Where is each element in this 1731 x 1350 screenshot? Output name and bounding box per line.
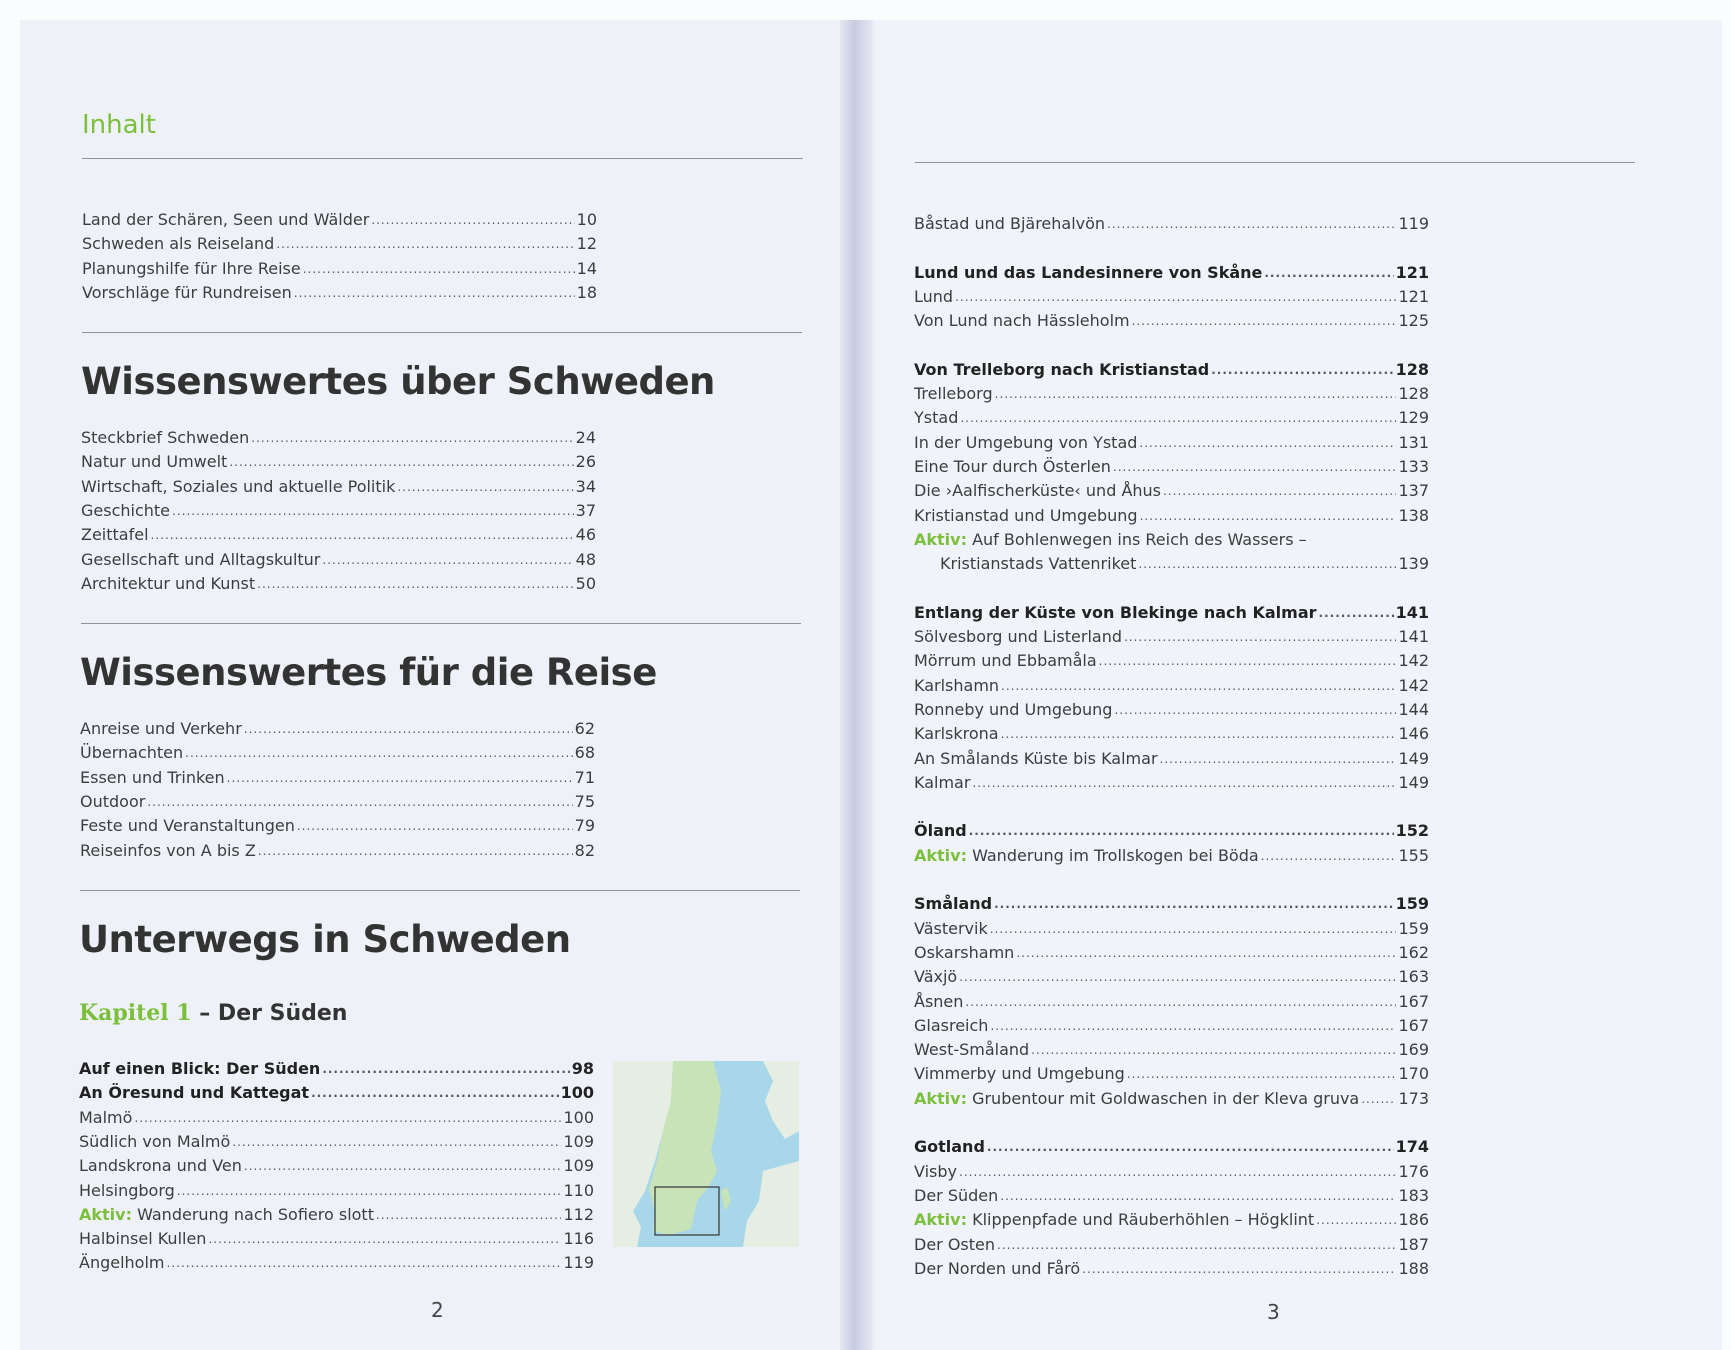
- dot-leader: [1138, 554, 1396, 574]
- aktiv-label: Aktiv:: [914, 1210, 967, 1229]
- toc-entry: [914, 1158, 1429, 1182]
- dot-leader: [1000, 1186, 1396, 1206]
- toc-entry: [79, 1055, 594, 1079]
- toc-entry: [82, 230, 597, 254]
- toc-entry-title: An Öresund und Kattegat: [79, 1083, 310, 1102]
- toc-page-number: 144: [1398, 700, 1429, 719]
- toc-entry-title: Kristianstad und Umgebung: [914, 506, 1138, 525]
- toc-page-number: 119: [563, 1253, 594, 1272]
- dot-leader: [397, 477, 573, 497]
- toc-page-number: 138: [1398, 506, 1429, 525]
- toc-entry: [914, 623, 1429, 647]
- toc-entry-title: Schweden als Reiseland: [82, 234, 275, 253]
- toc-entry: [81, 497, 596, 521]
- toc-page-number: 187: [1398, 1235, 1429, 1254]
- toc-entry: [940, 550, 1429, 574]
- toc-entry: [81, 448, 596, 472]
- toc-page-number: 167: [1398, 992, 1429, 1011]
- toc-page-number: 14: [576, 259, 597, 278]
- toc-page-number: 112: [563, 1205, 594, 1224]
- dot-leader: [995, 384, 1397, 404]
- toc-entry-title: Aktiv: Auf Bohlenwegen ins Reich des Wassers –: [914, 530, 1307, 549]
- chapter-label: Kapitel 1: [79, 1000, 192, 1026]
- toc-page-number: 141: [1395, 603, 1429, 622]
- dot-leader: [376, 1205, 561, 1225]
- dot-leader: [990, 1016, 1396, 1036]
- toc-entry: [914, 1085, 1429, 1109]
- toc-entry: [914, 1182, 1429, 1206]
- toc-entry-title: Visby: [914, 1162, 957, 1181]
- dot-leader: [960, 408, 1396, 428]
- dot-leader: [322, 1059, 569, 1079]
- toc-entry-title: In der Umgebung von Ystad: [914, 433, 1138, 452]
- toc-page-number: 133: [1398, 457, 1429, 476]
- dot-leader: [972, 773, 1396, 793]
- toc-entry: [81, 424, 596, 448]
- toc-entry-title: Aktiv: Wanderung im Trollskogen bei Böda: [914, 846, 1259, 865]
- toc-entry-title: Zeittafel: [81, 525, 149, 544]
- toc-entry-title: Småland: [914, 894, 993, 913]
- toc-page-number: 100: [560, 1083, 594, 1102]
- dot-leader: [208, 1229, 561, 1249]
- toc-entry: [82, 279, 597, 303]
- toc-page-number: 170: [1398, 1064, 1429, 1083]
- toc-page-number: 162: [1398, 943, 1429, 962]
- toc-entry: [81, 521, 596, 545]
- divider: [82, 332, 802, 333]
- toc-entry-title: Oskarshamn: [914, 943, 1015, 962]
- toc-entry-title: Öland: [914, 821, 967, 840]
- dot-leader: [955, 287, 1396, 307]
- toc-entry: [79, 1201, 594, 1225]
- toc-entry-title: An Smålands Küste bis Kalmar: [914, 749, 1158, 768]
- toc-page-number: 121: [1395, 263, 1429, 282]
- toc-entry-title: Anreise und Verkehr: [80, 719, 242, 738]
- toc-entry: [79, 1128, 594, 1152]
- toc-page-number: 109: [563, 1156, 594, 1175]
- toc-entry: [914, 696, 1429, 720]
- toc-entry-title: Feste und Veranstaltungen: [80, 816, 295, 835]
- toc-entry: [914, 1206, 1429, 1230]
- dot-leader: [232, 1132, 561, 1152]
- toc-page-number: 110: [563, 1181, 594, 1200]
- page-title: Inhalt: [82, 110, 156, 140]
- toc-entry: [914, 599, 1429, 623]
- toc-entry: [914, 429, 1429, 453]
- toc-page-number: 167: [1398, 1016, 1429, 1035]
- toc-entry: [914, 453, 1429, 477]
- dot-leader: [997, 1235, 1396, 1255]
- dot-leader: [147, 792, 572, 812]
- dot-leader: [1132, 311, 1397, 331]
- dot-leader: [990, 919, 1397, 939]
- toc-page-number: 34: [575, 477, 596, 496]
- toc-page-number: 121: [1398, 287, 1429, 306]
- toc-entry: [80, 764, 595, 788]
- toc-entry: [80, 837, 595, 861]
- toc-entry-title: Karlshamn: [914, 676, 1000, 695]
- dot-leader: [185, 743, 572, 763]
- toc-page-number: 183: [1398, 1186, 1429, 1205]
- toc-page-number: 137: [1398, 481, 1429, 500]
- aktiv-label: Aktiv:: [914, 846, 967, 865]
- toc-page-number: 128: [1395, 360, 1429, 379]
- toc-entry-title: Ystad: [914, 408, 959, 427]
- dot-leader: [1361, 1089, 1396, 1109]
- toc-page-number: 142: [1398, 651, 1429, 670]
- toc-page-number: 125: [1398, 311, 1429, 330]
- toc-page-number: 159: [1398, 919, 1429, 938]
- toc-page-number: 152: [1395, 821, 1429, 840]
- toc-entry-title: Malmö: [79, 1108, 133, 1127]
- toc-entry-title: Der Osten: [914, 1235, 996, 1254]
- toc-entry-title: Båstad und Bjärehalvön: [914, 214, 1106, 233]
- dot-leader: [1127, 1064, 1397, 1084]
- dot-leader: [1099, 651, 1397, 671]
- toc-entry-title: Halbinsel Kullen: [79, 1229, 207, 1248]
- toc-entry: [79, 1079, 594, 1103]
- toc-entry-title: West-Småland: [914, 1040, 1030, 1059]
- toc-entry-title: Reiseinfos von A bis Z: [80, 841, 256, 860]
- toc-page-number: 176: [1398, 1162, 1429, 1181]
- dot-leader: [177, 1181, 562, 1201]
- toc-entry: [914, 477, 1429, 501]
- toc-entry: [80, 812, 595, 836]
- toc-entry-title: Ronneby und Umgebung: [914, 700, 1113, 719]
- dot-leader: [1316, 1210, 1396, 1230]
- toc-entry: [914, 526, 1429, 550]
- toc-entry: [80, 739, 595, 763]
- toc-entry-title: Steckbrief Schweden: [81, 428, 250, 447]
- toc-entry: [914, 283, 1429, 307]
- dot-leader: [297, 816, 573, 836]
- toc-entry-title: Lund und das Landesinnere von Skåne: [914, 263, 1263, 282]
- dot-leader: [257, 574, 574, 594]
- dot-leader: [1139, 433, 1396, 453]
- toc-page-number: 18: [576, 283, 597, 302]
- toc-entry-title: Wirtschaft, Soziales und aktuelle Politik: [81, 477, 396, 496]
- section-heading: Unterwegs in Schweden: [79, 918, 571, 961]
- toc-entry: [914, 817, 1429, 841]
- aktiv-label: Aktiv:: [79, 1205, 132, 1224]
- dot-leader: [1211, 360, 1393, 380]
- toc-entry-title: Aktiv: Klippenpfade und Räuberhöhlen – Högklint: [914, 1210, 1315, 1229]
- toc-entry-title: Der Norden und Fårö: [914, 1259, 1081, 1278]
- toc-entry-title: Glasreich: [914, 1016, 989, 1035]
- dot-leader: [1113, 457, 1397, 477]
- toc-entry: [81, 473, 596, 497]
- dot-leader: [1031, 1040, 1396, 1060]
- toc-entry-title: Auf einen Blick: Der Süden: [79, 1059, 321, 1078]
- toc-entry-title: Geschichte: [81, 501, 171, 520]
- toc-page-number: 146: [1398, 724, 1429, 743]
- toc-entry: [914, 1231, 1429, 1255]
- toc-page-number: 188: [1398, 1259, 1429, 1278]
- dot-leader: [959, 1162, 1396, 1182]
- toc-entry: [914, 915, 1429, 939]
- toc-entry-title: Aktiv: Grubentour mit Goldwaschen in der Kleva gruva: [914, 1089, 1360, 1108]
- aktiv-label: Aktiv:: [914, 530, 967, 549]
- toc-page-number: 75: [574, 792, 595, 811]
- toc-entry-title: Von Lund nach Hässleholm: [914, 311, 1130, 330]
- aktiv-label: Aktiv:: [914, 1089, 967, 1108]
- toc-page-number: 173: [1398, 1089, 1429, 1108]
- toc-page-number: 79: [574, 816, 595, 835]
- dot-leader: [1261, 846, 1397, 866]
- dot-leader: [167, 1253, 562, 1273]
- toc-entry-title: Åsnen: [914, 992, 964, 1011]
- dot-leader: [1107, 214, 1396, 234]
- dot-leader: [994, 894, 1393, 914]
- toc-page-number: 50: [575, 574, 596, 593]
- toc-entry: [914, 210, 1429, 234]
- page-number: 2: [431, 1298, 444, 1322]
- toc-page-number: 116: [563, 1229, 594, 1248]
- divider: [81, 623, 801, 624]
- toc-entry-title: Landskrona und Ven: [79, 1156, 242, 1175]
- dot-leader: [134, 1108, 561, 1128]
- toc-entry: [914, 988, 1429, 1012]
- toc-entry: [914, 672, 1429, 696]
- toc-entry-title: Die ›Aalfischerküste‹ und Åhus: [914, 481, 1161, 500]
- toc-page-number: 10: [576, 210, 597, 229]
- toc-entry-title: Übernachten: [80, 743, 184, 762]
- toc-entry: [914, 890, 1429, 914]
- dot-leader: [1264, 263, 1393, 283]
- overview-map: [613, 1061, 799, 1247]
- book-gutter: [840, 20, 876, 1350]
- divider: [82, 158, 803, 159]
- toc-entry-title: Entlang der Küste von Blekinge nach Kalmar: [914, 603, 1317, 622]
- toc-entry-title: Växjö: [914, 967, 958, 986]
- toc-entry-title: Gotland: [914, 1137, 985, 1156]
- chapter-heading: [79, 1000, 347, 1026]
- dot-leader: [227, 768, 573, 788]
- toc-page-number: 100: [563, 1108, 594, 1127]
- toc-entry: [914, 745, 1429, 769]
- toc-page-number: 129: [1398, 408, 1429, 427]
- toc-page-number: 46: [575, 525, 596, 544]
- toc-entry: [914, 963, 1429, 987]
- toc-entry: [914, 1060, 1429, 1084]
- toc-entry: [914, 1133, 1429, 1157]
- toc-entry: [914, 842, 1429, 866]
- toc-entry: [914, 1255, 1429, 1279]
- dot-leader: [172, 501, 574, 521]
- dot-leader: [151, 525, 574, 545]
- toc-entry: [914, 502, 1429, 526]
- toc-page-number: 163: [1398, 967, 1429, 986]
- toc-entry-title: Kristianstads Vattenriket: [940, 554, 1137, 573]
- toc-page-number: 149: [1398, 773, 1429, 792]
- toc-page-number: 139: [1398, 554, 1429, 573]
- dot-leader: [1160, 749, 1397, 769]
- dot-leader: [969, 821, 1394, 841]
- dot-leader: [959, 967, 1396, 987]
- toc-entry: [914, 1036, 1429, 1060]
- toc-entry-title: Ängelholm: [79, 1253, 165, 1272]
- section-heading: Wissenswertes für die Reise: [80, 651, 657, 694]
- toc-page-number: 159: [1395, 894, 1429, 913]
- toc-entry-title: Vorschläge für Rundreisen: [82, 283, 292, 302]
- toc-entry-title: Aktiv: Wanderung nach Sofiero slott: [79, 1205, 374, 1224]
- toc-entry: [914, 647, 1429, 671]
- toc-entry-title: Von Trelleborg nach Kristianstad: [914, 360, 1210, 379]
- toc-entry: [914, 1012, 1429, 1036]
- toc-entry-title: Lund: [914, 287, 954, 306]
- toc-page-number: 155: [1398, 846, 1429, 865]
- toc-entry: [79, 1249, 594, 1273]
- toc-entry-title: Karlskrona: [914, 724, 999, 743]
- toc-page-number: 149: [1398, 749, 1429, 768]
- toc-page-number: 26: [575, 452, 596, 471]
- toc-page-number: 71: [574, 768, 595, 787]
- toc-entry-title: Sölvesborg und Listerland: [914, 627, 1122, 646]
- dot-leader: [1001, 724, 1397, 744]
- dot-leader: [965, 992, 1396, 1012]
- toc-entry-title: Planungshilfe für Ihre Reise: [82, 259, 301, 278]
- toc-entry-title: Gesellschaft und Alltagskultur: [81, 550, 321, 569]
- dot-leader: [311, 1083, 559, 1103]
- toc-entry-title: Helsingborg: [79, 1181, 175, 1200]
- toc-entry: [80, 788, 595, 812]
- toc-page-number: 128: [1398, 384, 1429, 403]
- toc-entry: [914, 939, 1429, 963]
- toc-entry: [914, 356, 1429, 380]
- page-number: 3: [1267, 1300, 1280, 1324]
- toc-entry: [914, 720, 1429, 744]
- toc-entry-title: Natur und Umwelt: [81, 452, 228, 471]
- toc-page-number: 24: [575, 428, 596, 447]
- toc-page-number: 62: [574, 719, 595, 738]
- toc-page-number: 68: [574, 743, 595, 762]
- toc-page-number: 98: [571, 1059, 594, 1078]
- toc-page-number: 169: [1398, 1040, 1429, 1059]
- toc-entry-title: Eine Tour durch Österlen: [914, 457, 1111, 476]
- dot-leader: [251, 428, 573, 448]
- dot-leader: [1016, 943, 1396, 963]
- toc-entry-title: Südlich von Malmö: [79, 1132, 231, 1151]
- dot-leader: [244, 1156, 562, 1176]
- section-heading: Wissenswertes über Schweden: [81, 360, 715, 403]
- toc-entry: [914, 380, 1429, 404]
- dot-leader: [276, 234, 574, 254]
- dot-leader: [371, 210, 574, 230]
- toc-entry-title: Kalmar: [914, 773, 971, 792]
- toc-entry: [82, 255, 597, 279]
- toc-page-number: 119: [1398, 214, 1429, 233]
- toc-entry: [81, 570, 596, 594]
- dot-leader: [244, 719, 573, 739]
- toc-page-number: 37: [575, 501, 596, 520]
- toc-page-number: 142: [1398, 676, 1429, 695]
- toc-entry-title: Västervik: [914, 919, 988, 938]
- toc-entry: [79, 1225, 594, 1249]
- dot-leader: [322, 550, 573, 570]
- dot-leader: [1163, 481, 1396, 501]
- toc-entry: [914, 259, 1429, 283]
- toc-page-number: 82: [574, 841, 595, 860]
- dot-leader: [1124, 627, 1396, 647]
- toc-entry-title: Land der Schären, Seen und Wälder: [82, 210, 370, 229]
- toc-entry-title: Essen und Trinken: [80, 768, 225, 787]
- toc-entry: [79, 1104, 594, 1128]
- toc-entry: [914, 769, 1429, 793]
- toc-entry-title: Mörrum und Ebbamåla: [914, 651, 1097, 670]
- toc-page-number: 48: [575, 550, 596, 569]
- toc-entry: [82, 206, 597, 230]
- dot-leader: [1001, 676, 1396, 696]
- dot-leader: [1082, 1259, 1396, 1279]
- toc-page-number: 109: [563, 1132, 594, 1151]
- toc-entry-title: Outdoor: [80, 792, 146, 811]
- toc-entry-title: Der Süden: [914, 1186, 999, 1205]
- divider: [80, 890, 800, 891]
- dot-leader: [294, 283, 575, 303]
- toc-entry-title: Trelleborg: [914, 384, 993, 403]
- dot-leader: [258, 841, 573, 861]
- toc-page-number: 186: [1398, 1210, 1429, 1229]
- toc-page-number: 131: [1398, 433, 1429, 452]
- toc-entry: [81, 546, 596, 570]
- toc-page-number: 174: [1395, 1137, 1429, 1156]
- toc-entry: [80, 715, 595, 739]
- dot-leader: [1140, 506, 1397, 526]
- toc-entry: [79, 1152, 594, 1176]
- toc-entry: [914, 404, 1429, 428]
- toc-entry: [79, 1177, 594, 1201]
- chapter-title: – Der Süden: [191, 1001, 348, 1026]
- toc-page-number: 12: [576, 234, 597, 253]
- dot-leader: [229, 452, 573, 472]
- toc-entry-title: Architektur und Kunst: [81, 574, 256, 593]
- dot-leader: [303, 259, 575, 279]
- divider: [915, 162, 1635, 163]
- dot-leader: [1114, 700, 1396, 720]
- dot-leader: [987, 1137, 1394, 1157]
- toc-page-number: 141: [1398, 627, 1429, 646]
- toc-entry: [914, 307, 1429, 331]
- dot-leader: [1319, 603, 1394, 623]
- toc-entry-title: Vimmerby und Umgebung: [914, 1064, 1125, 1083]
